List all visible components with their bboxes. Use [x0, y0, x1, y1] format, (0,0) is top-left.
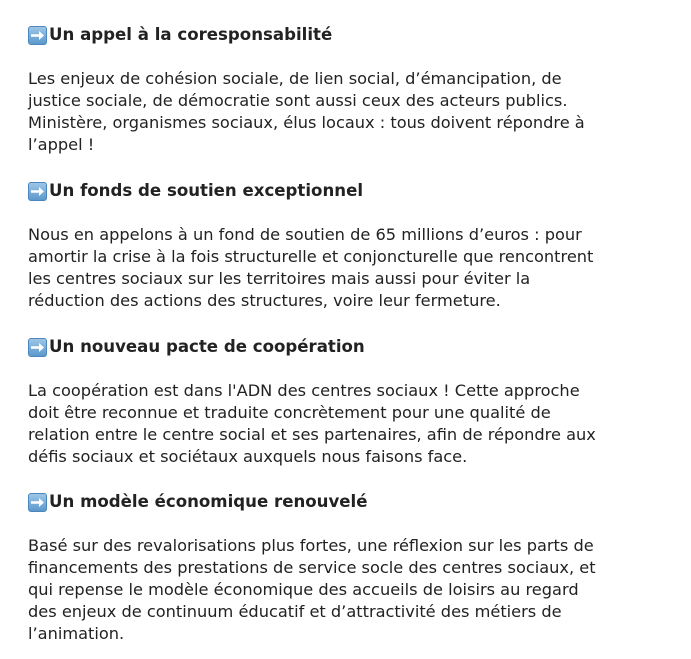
section-heading	[28, 24, 668, 46]
section-title: Un fonds de soutien exceptionnel	[49, 181, 364, 200]
section-title: Un appel à la coresponsabilité	[49, 25, 333, 44]
section-title: Un modèle économique renouvelé	[49, 492, 368, 511]
section-body: La coopération est dans l'ADN des centres sociaux ! Cette approche doit être reconnue et traduite concrètement pour une qualité de relation entre le centre social et ses partenaires, afin de répondre aux défis sociaux et sociétaux auxquels nous faisons face.	[28, 381, 596, 466]
section-body: Les enjeux de cohésion sociale, de lien social, d’émancipation, de justice sociale, de démocratie sont aussi ceux des acteurs publics. Ministère, organismes sociaux, élus locaux : tous doivent répondre à l’appel !	[28, 69, 585, 154]
section-body: Nous en appelons à un fond de soutien de 65 millions d’euros : pour amortir la crise à la fois structurelle et conjoncturelle que rencontrent les centres sociaux sur les territoires mais aussi pour éviter la réduction des actions des structures, voire leur fermeture.	[28, 225, 594, 310]
section-fonds-soutien	[28, 180, 668, 312]
right-arrow-icon	[28, 182, 47, 201]
section-heading	[28, 491, 668, 513]
section-modele-economique	[28, 491, 668, 645]
right-arrow-icon	[28, 26, 47, 45]
section-coresponsabilite	[28, 24, 668, 156]
section-title: Un nouveau pacte de coopération	[49, 337, 365, 356]
right-arrow-icon	[28, 338, 47, 357]
section-body: Basé sur des revalorisations plus fortes, une réflexion sur les parts de financements des prestations de service socle des centres sociaux, et qui repense le modèle économique des accueils de loisirs au regard des enjeux de continuum éducatif et d’attractivité des métiers de l’animation.	[28, 536, 596, 643]
section-heading	[28, 336, 668, 358]
section-pacte-cooperation	[28, 336, 668, 468]
section-heading	[28, 180, 668, 202]
right-arrow-icon	[28, 493, 47, 512]
